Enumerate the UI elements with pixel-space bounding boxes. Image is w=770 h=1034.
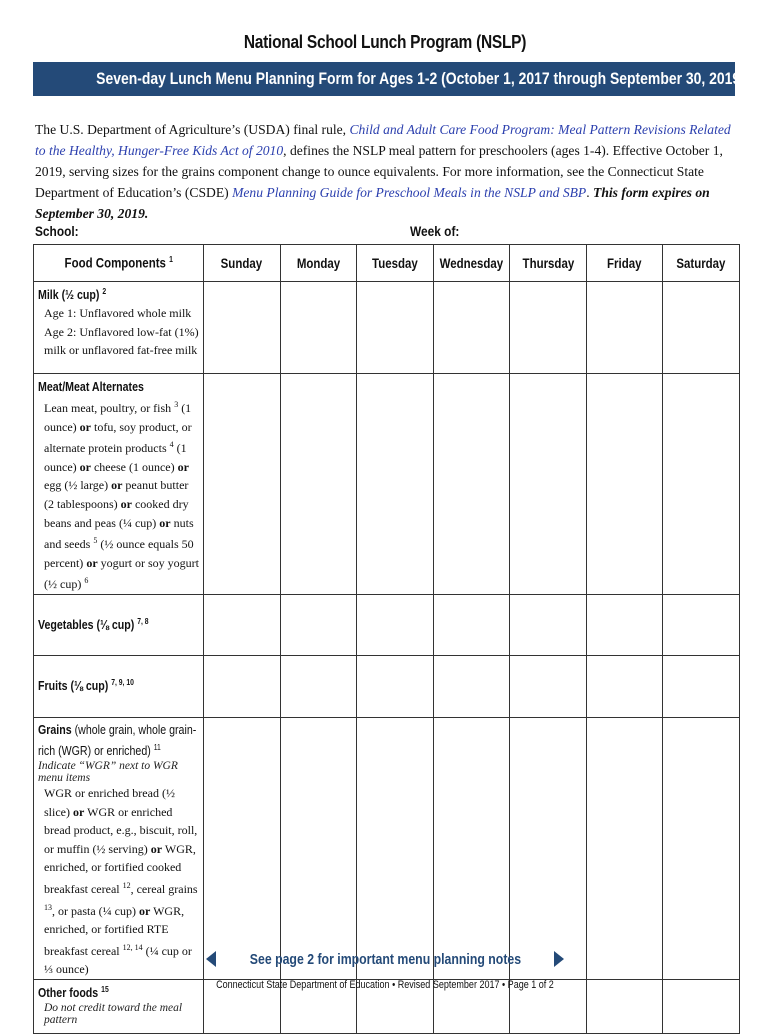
component-grains xyxy=(34,717,204,979)
menu-cell[interactable] xyxy=(204,717,281,979)
menu-cell[interactable] xyxy=(663,717,740,979)
milk-heading: Milk (½ cup) $^2$ xyxy=(38,286,107,302)
menu-cell[interactable] xyxy=(510,655,587,717)
grains-heading: Grains (whole grain, whole grain-rich (WGR) or enriched) $^{11}$ xyxy=(38,722,197,759)
expiration-notice: This form expires on September 30, 2019. xyxy=(35,185,710,221)
row-milk xyxy=(34,282,740,374)
menu-cell[interactable] xyxy=(586,594,663,655)
menu-cell[interactable] xyxy=(586,374,663,595)
menu-cell[interactable] xyxy=(433,282,510,374)
school-label: School: xyxy=(35,223,79,239)
menu-cell[interactable] xyxy=(204,655,281,717)
vegetables-heading: Vegetables (⅛ cup) $^{7, 8}$ xyxy=(38,616,149,632)
menu-cell[interactable] xyxy=(357,655,434,717)
row-vegetables xyxy=(34,594,740,655)
component-milk xyxy=(34,282,204,374)
table-header-row xyxy=(34,245,740,282)
header-day xyxy=(586,245,663,282)
menu-cell[interactable] xyxy=(280,717,357,979)
menu-cell[interactable] xyxy=(204,374,281,595)
menu-cell[interactable] xyxy=(510,594,587,655)
menu-cell[interactable] xyxy=(586,717,663,979)
component-meat-alternates xyxy=(34,374,204,595)
menu-cell[interactable] xyxy=(663,282,740,374)
menu-cell[interactable] xyxy=(586,282,663,374)
row-fruits xyxy=(34,655,740,717)
day-sunday: Sunday xyxy=(221,255,263,271)
menu-cell[interactable] xyxy=(433,655,510,717)
menu-cell[interactable] xyxy=(280,655,357,717)
menu-cell[interactable] xyxy=(433,374,510,595)
page-title: National School Lunch Program (NSLP) xyxy=(243,32,527,52)
page-footer xyxy=(0,979,770,991)
footer-text: Connecticut State Department of Education • Revised September 2017 • Page 1 of 2 xyxy=(216,979,554,991)
other-foods-note: Do not credit toward the meal pattern xyxy=(44,1002,183,1027)
intro-text-1: The U.S. Department of Agriculture’s (USDA) final rule, xyxy=(35,122,350,137)
page-2-note-text: See page 2 for important menu planning notes xyxy=(249,950,521,968)
menu-cell[interactable] xyxy=(280,374,357,595)
component-fruits xyxy=(34,655,204,717)
menu-cell[interactable] xyxy=(280,282,357,374)
triangle-left-icon xyxy=(206,951,216,967)
menu-cell[interactable] xyxy=(280,594,357,655)
header-day xyxy=(357,245,434,282)
intro-text-3: . xyxy=(586,185,594,200)
menu-cell[interactable] xyxy=(357,717,434,979)
component-vegetables xyxy=(34,594,204,655)
final-rule-link[interactable]: Child and Adult Care Food Program: Meal Pattern Revisions Related to the Healthy, Hunger-Free Kids Act of 2010 xyxy=(35,122,731,158)
menu-cell[interactable] xyxy=(586,655,663,717)
header-day xyxy=(433,245,510,282)
menu-cell[interactable] xyxy=(663,655,740,717)
intro-text-2: , defines the NSLP meal pattern for preschoolers (ages 1-4). Effective October 1, 2019, serving sizes for the grains component change to ounce equivalents. For more information, see the Connecticut State Department of Education’s (CSDE) xyxy=(35,143,723,200)
food-components-label: Food Components xyxy=(64,255,166,271)
row-meat xyxy=(34,374,740,595)
week-of-label: Week of: xyxy=(410,223,460,239)
menu-cell[interactable] xyxy=(510,717,587,979)
milk-line-2: Age 2: Unflavored low-fat (1%) milk or unflavored fat-free milk xyxy=(44,324,199,358)
page-2-note[interactable] xyxy=(0,950,770,968)
grains-description: WGR or enriched bread (½ slice) or WGR or enriched bread product, e.g., biscuit, roll, or muffin (½ serving) or WGR, enriched, or fortified cooked breakfast cereal $^{12}$, cereal grains $^{13}$, or pasta (¼ cup) or WGR, enriched, or fortified RTE breakfast cereal $^{12, 14}$ (¼ cup or ⅓ ounce) xyxy=(44,786,198,977)
menu-cell[interactable] xyxy=(357,594,434,655)
menu-planning-guide-link[interactable]: Menu Planning Guide for Preschool Meals in the NSLP and SBP xyxy=(232,185,587,200)
day-monday: Monday xyxy=(296,255,341,271)
intro-paragraph xyxy=(35,119,735,224)
menu-cell[interactable] xyxy=(357,374,434,595)
day-wednesday: Wednesday xyxy=(439,255,504,271)
menu-cell[interactable] xyxy=(663,374,740,595)
menu-cell[interactable] xyxy=(663,594,740,655)
menu-cell[interactable] xyxy=(204,594,281,655)
menu-cell[interactable] xyxy=(433,594,510,655)
menu-cell[interactable] xyxy=(510,374,587,595)
header-food-components xyxy=(34,245,204,282)
other-foods-heading: Other foods $^{15}$ xyxy=(38,984,109,1001)
meat-heading: Meat/Meat Alternates xyxy=(38,380,144,394)
form-banner xyxy=(33,62,745,96)
milk-line-1: Age 1: Unflavored whole milk xyxy=(44,306,192,320)
header-day xyxy=(663,245,740,282)
meat-description: Lean meat, poultry, or fish $^3$ (1 ounce) or tofu, soy product, or alternate protein products $^4$ (1 ounce) or cheese (1 ounce) or egg (½ large) or peanut butter (2 tablespoons) or cooked dry beans and peas (¼ cup) or nuts and seeds $^5$ (½ ounce equals 50 percent) or yogurt or soy yogurt (½ cup) $^6$ xyxy=(44,400,199,592)
menu-cell[interactable] xyxy=(204,282,281,374)
header-day xyxy=(510,245,587,282)
header-day xyxy=(204,245,281,282)
fruits-heading: Fruits (⅛ cup) $^{7, 9, 10}$ xyxy=(38,678,134,694)
footnote-ref: 1 xyxy=(168,255,173,265)
menu-cell[interactable] xyxy=(357,282,434,374)
menu-cell[interactable] xyxy=(510,282,587,374)
day-thursday: Thursday xyxy=(522,255,574,271)
banner-title: Seven-day Lunch Menu Planning Form for Ages 1-2 (October 1, 2017 through September 30, 2019) xyxy=(96,69,745,88)
triangle-right-icon xyxy=(554,951,564,967)
header-day xyxy=(280,245,357,282)
menu-cell[interactable] xyxy=(433,717,510,979)
grains-wgr-note: Indicate “WGR” next to WGR menu items xyxy=(38,760,178,785)
day-saturday: Saturday xyxy=(676,255,726,271)
day-tuesday: Tuesday xyxy=(372,255,418,271)
menu-planning-table xyxy=(33,244,740,1034)
row-grains xyxy=(34,717,740,979)
day-friday: Friday xyxy=(607,255,642,271)
